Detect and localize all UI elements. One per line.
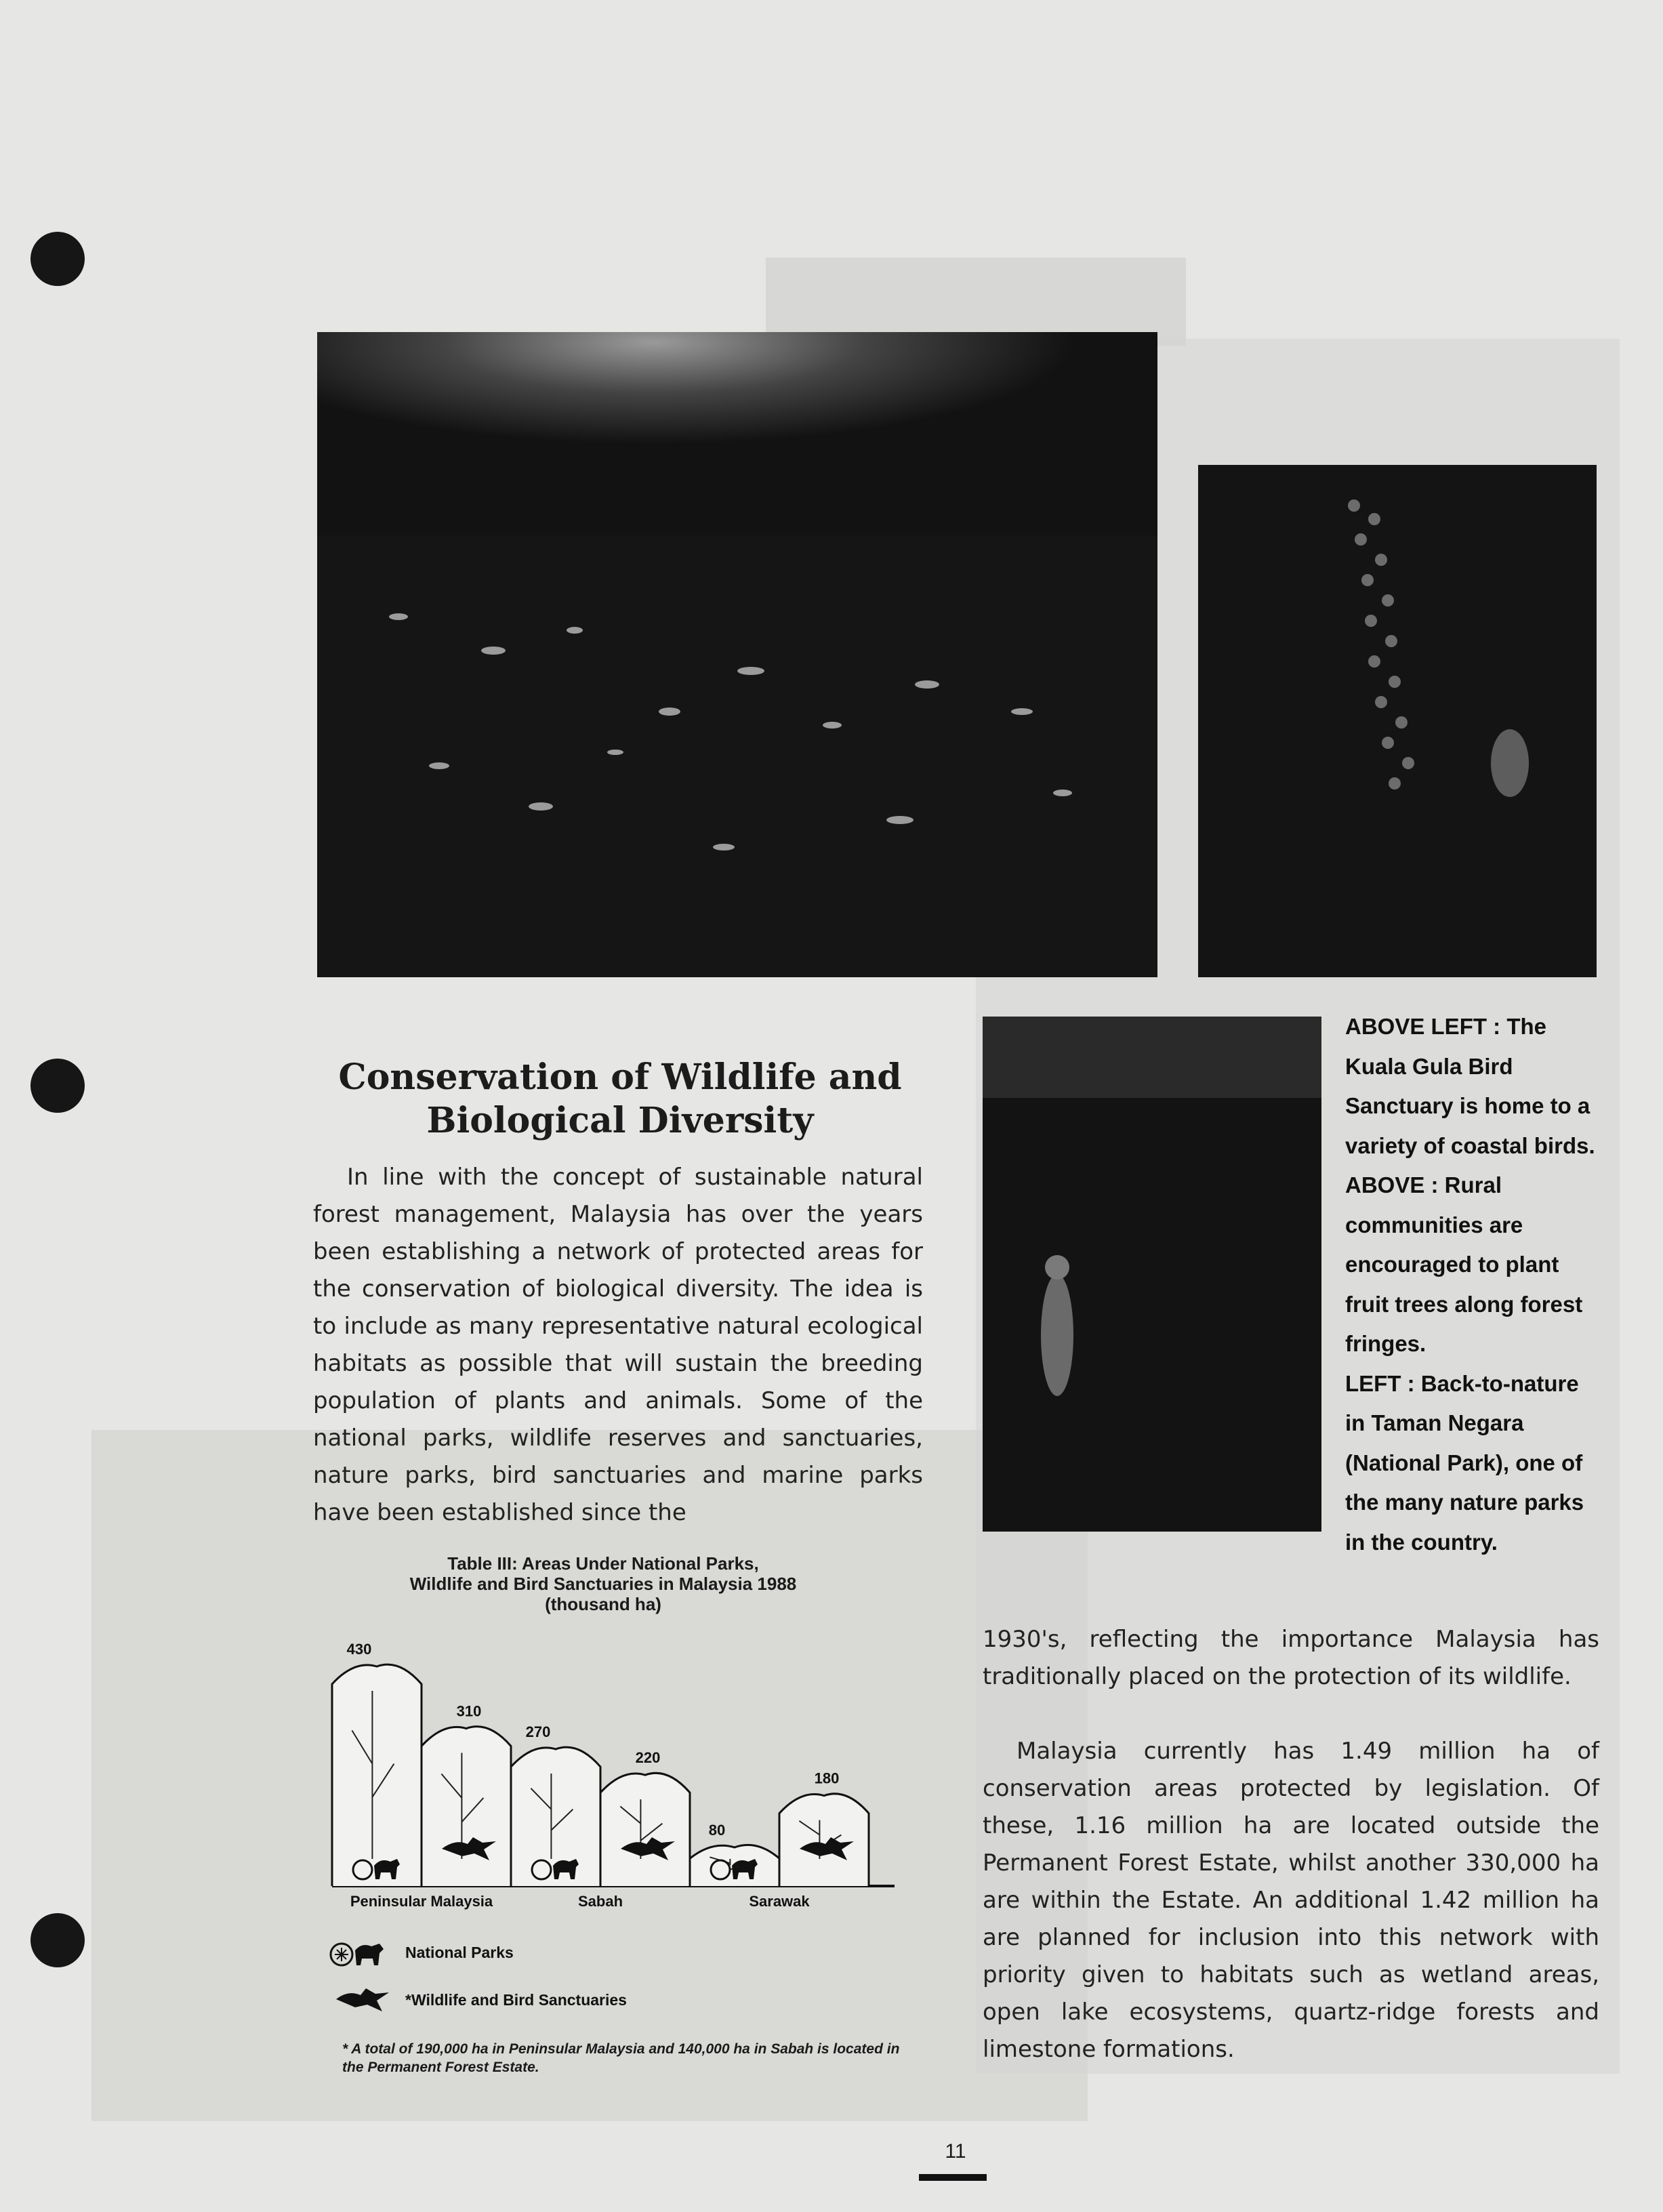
binder-hole-bottom — [30, 1913, 85, 1967]
chart-category-label: Peninsular Malaysia — [350, 1893, 493, 1910]
fruit-trees-photo — [1198, 465, 1597, 977]
photo-captions — [1345, 1007, 1603, 1562]
legend-sanctuaries — [335, 1986, 627, 2014]
taman-negara-photo — [983, 1017, 1321, 1532]
intro-paragraph: In line with the concept of sustainable natural forest management, Malaysia has over the years been establishing a network of protected areas for the conservation of biological diversity. The idea is to include as many representative natural ecological habitats as possible that will sustain the breeding population of plants and animals. Some of the national parks, wildlife reserves and sanctuaries, nature parks, bird sanctuaries and marine parks have been established since the — [313, 1164, 923, 1526]
chart-value-label: 430 — [346, 1641, 372, 1658]
binder-hole-middle — [30, 1059, 85, 1113]
chart-bar — [332, 1664, 422, 1886]
page-number-rule — [919, 2174, 987, 2181]
article-title: Conservation of Wildlife and Biological Diversity — [338, 1057, 902, 1141]
chart-value-label: 270 — [525, 1723, 551, 1741]
table-title-line-1: Table III: Areas Under National Parks, — [447, 1553, 759, 1574]
chart-value-label: 80 — [708, 1821, 726, 1839]
protected-areas-chart — [319, 1630, 908, 1914]
continuation-paragraph: 1930's, reflecting the importance Malaysia has traditionally placed on the protection of its wildlife. — [983, 1626, 1599, 1690]
table-title-line-3: (thousand ha) — [545, 1594, 661, 1614]
binder-hole-top — [30, 232, 85, 286]
chart-bar — [600, 1773, 690, 1886]
chart-bar — [779, 1794, 869, 1886]
chart-value-label: 180 — [814, 1769, 840, 1787]
table-footnote: * A total of 190,000 ha in Peninsular Malaysia and 140,000 ha in Sabah is located in the Permanent Forest Estate. — [342, 2041, 900, 2075]
table-title — [366, 1553, 840, 1614]
bird-sanctuary-icon — [335, 1986, 390, 2014]
chart-category-label: Sabah — [577, 1893, 623, 1910]
chart-value-label: 310 — [456, 1702, 482, 1720]
chart-bar — [422, 1727, 511, 1886]
legend-sanctuaries-label: *Wildlife and Bird Sanctuaries — [405, 1990, 627, 2009]
national-park-icon — [329, 1936, 390, 1969]
chart-bar — [511, 1747, 600, 1886]
legend-national-parks-label: National Parks — [405, 1943, 514, 1961]
caption-above: ABOVE : Rural communities are encouraged to plant fruit trees along forest fringes. — [1345, 1172, 1583, 1356]
caption-above-left: ABOVE LEFT : The Kuala Gula Bird Sanctuary is home to a variety of coastal birds. — [1345, 1014, 1595, 1158]
bird-sanctuary-photo — [317, 332, 1157, 977]
legend-national-parks — [329, 1936, 514, 1969]
chart-value-label: 220 — [635, 1749, 661, 1767]
caption-left: LEFT : Back-to-nature in Taman Negara (National Park), one of the many nature parks in the country. — [1345, 1370, 1584, 1555]
table-title-line-2: Wildlife and Bird Sanctuaries in Malaysia 1988 — [409, 1574, 797, 1594]
page-number: 11 — [945, 2140, 966, 2163]
conservation-areas-paragraph: Malaysia currently has 1.49 million ha of conservation areas protected by legislation. Of these, 1.16 million ha are located outside the Permanent Forest Estate, whilst another 330,000 ha are within the Estate. An additional 1.42 million ha are planned for inclusion into this network with priority given to habitats such as wetland areas, open lake ecosystems, quartz-ridge forests and limestone formations. — [983, 1738, 1599, 2063]
chart-bar — [690, 1845, 779, 1886]
chart-category-label: Sarawak — [749, 1893, 810, 1910]
